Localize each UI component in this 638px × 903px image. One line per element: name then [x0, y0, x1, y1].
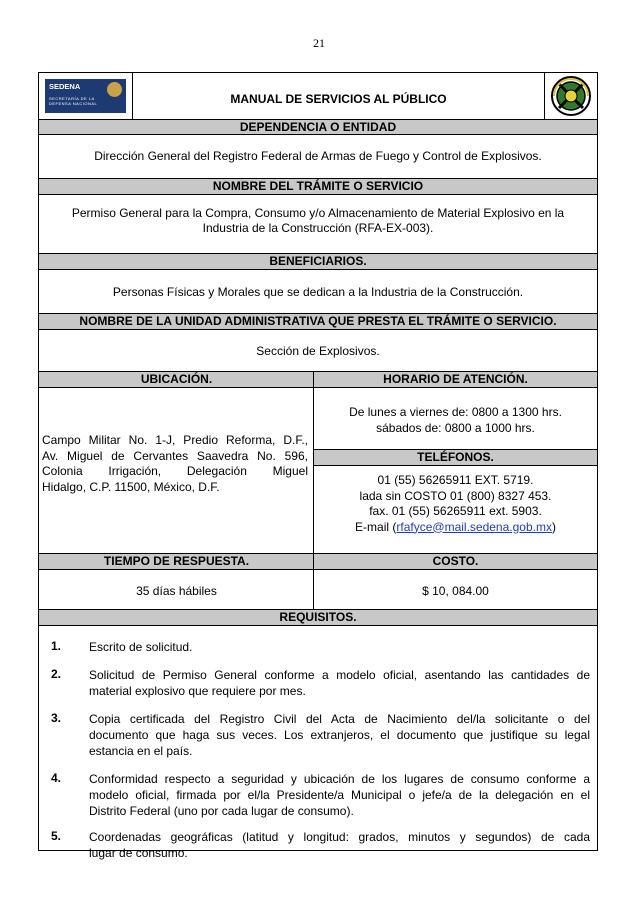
sedena-logo-subtitle: SECRETARÍA DE LA DEFENSA NACIONAL	[49, 96, 98, 106]
tiempo-value: 35 días hábiles	[136, 584, 217, 598]
beneficiarios-value: Personas Físicas y Morales que se dedican a la Industria de la Construcción.	[112, 285, 524, 299]
dependencia-value: Dirección General del Registro Federal de Armas de Fuego y Control de Explosivos.	[94, 149, 542, 163]
tiempo-heading: TIEMPO DE RESPUESTA.	[103, 554, 250, 568]
dependencia-heading: DEPENDENCIA O ENTIDAD	[39, 119, 597, 135]
explosives-section-emblem	[544, 73, 597, 119]
service-manual-table: SEDENA SECRETARÍA DE LA DEFENSA NACIONAL MANUAL DE SERVICIOS AL PÚBLICO DEPENDENCIA O ENTIDAD Dirección General del Registro Federal de Armas de Fuego y Control de Explosivos. NOMBRE DEL TRÁMITE O SERVICIO Permiso General para la Compra, Consumo y/o Almacenamiento de Material Explosivo en la Industria de la Construcción (RFA-EX-003). BENEFICIARIOS. Personas Físicas y Morales que se dedican a la Industria de la Construcción. NOMBRE DE LA UNIDAD ADMINISTRATIVA QUE PRESTA EL TRÁMITE O SERVICIO. Sección de Explosivos. UBICACIÓN. HORARIO DE ATENCIÓN. Campo Militar No. 1-J, Predio Reforma, D.F., Av. Miguel de Cervantes Saavedra No. 596, Colonia Irrigación, Delegación Miguel Hidalgo, C.P. 11500, México, D.F. De lunes a viernes de: 0800 a 1300 hrs. sábados de: 0800 a 1000 hrs. TELÉFONOS. 01 (55) 56265911 EXT. 5719. lada sin COSTO 01 (800) 8327 453. fax. 01 (55) 56265911 ext. 5903. E-mail (rfafyce@mail.sedena.gob.mx) TIEMPO DE RESPUESTA. COSTO. 35 días hábiles $ 10, 084.00 REQUISITOS. 1. Escrito de solicitud. 2. Solicitud de Permiso General conforme a modelo oficial, asentando las cantidades de material explosivo que requiere por mes. 3. Copia certificada del Registro Civil del Acta de Nacimiento del/la solicitante o del documento que haga sus veces. Los extranjeros, el documento que justifique su legal estancia en el país. 4. Conformidad respecto a seguridad y ubicación de los lugares de consumo conforme a modelo oficial, firmada por el/la Presidente/a Municipal o jefe/a de la delegación en el Distrito Federal (uno por cada lugar de consumo). 5. Coordenadas geográficas (latitud y longitud: grados, minutos y segundos) de cada lugar de consumo.	[38, 72, 598, 851]
requisitos-heading: REQUISITOS.	[39, 609, 597, 626]
page-number: 21	[313, 36, 325, 50]
telefonos-value: 01 (55) 56265911 EXT. 5719. lada sin COSTO 01 (800) 8327 453. fax. 01 (55) 56265911 ext. 5903. E-mail (rfafyce@mail.sedena.gob.mx)	[355, 473, 556, 534]
horario-heading: HORARIO DE ATENCIÓN.	[383, 372, 528, 386]
telefonos-heading: TELÉFONOS.	[314, 449, 597, 466]
explosives-emblem-icon	[545, 73, 597, 119]
costo-value: $ 10, 084.00	[422, 584, 489, 598]
costo-heading: COSTO.	[432, 554, 479, 568]
unidad-heading: NOMBRE DE LA UNIDAD ADMINISTRATIVA QUE PRESTA EL TRÁMITE O SERVICIO.	[39, 313, 597, 330]
tramite-value: Permiso General para la Compra, Consumo y/o Almacenamiento de Material Explosivo en la Industria de la Construcción (RFA-EX-003).	[71, 206, 565, 235]
unidad-value: Sección de Explosivos.	[256, 344, 380, 358]
tramite-heading: NOMBRE DEL TRÁMITE O SERVICIO	[39, 178, 597, 195]
ubicacion-address: Campo Militar No. 1-J, Predio Reforma, D.F., Av. Miguel de Cervantes Saavedra No. 596, Colonia Irrigación, Delegación Miguel Hidalgo, C.P. 11500, México, D.F.	[42, 433, 308, 494]
mexican-eagle-emblem-icon	[107, 82, 122, 97]
horario-value: De lunes a viernes de: 0800 a 1300 hrs. sábados de: 0800 a 1000 hrs.	[349, 405, 562, 435]
ubicacion-heading: UBICACIÓN.	[140, 372, 213, 386]
beneficiarios-heading: BENEFICIARIOS.	[39, 253, 597, 270]
sedena-logo	[39, 73, 133, 119]
sedena-logo-text: SEDENA	[49, 82, 81, 91]
email-link[interactable]: rfafyce@mail.sedena.gob.mx	[396, 519, 552, 534]
manual-title: MANUAL DE SERVICIOS AL PÚBLICO	[230, 92, 447, 106]
